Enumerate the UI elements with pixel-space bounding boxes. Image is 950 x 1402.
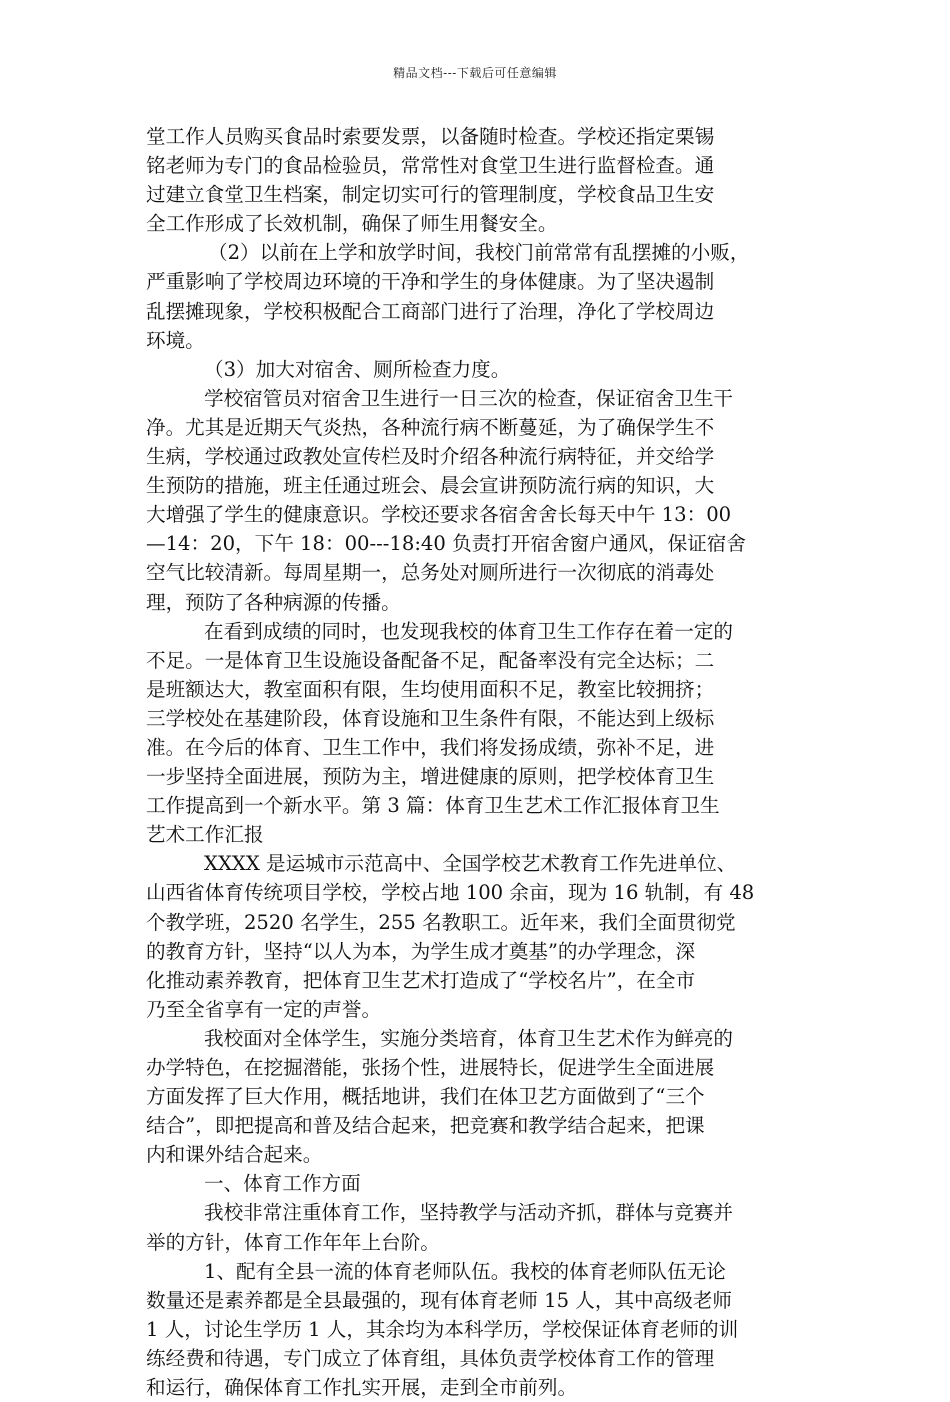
text-line: 理，预防了各种病源的传播。 bbox=[146, 590, 401, 614]
text-line: 大增强了学生的健康意识。学校还要求各宿舍舍长每天中午 13：00 bbox=[146, 503, 732, 527]
text-line: 结合”，即把提高和普及结合起来，把竞赛和教学结合起来，把课 bbox=[146, 1114, 705, 1138]
text-line: 内和课外结合起来。 bbox=[146, 1143, 323, 1167]
text-line: —14：20，下午 18：00---18:40 负责打开宿舍窗户通风，保证宿舍 bbox=[146, 532, 746, 556]
text-line: 化推动素养教育，把体育卫生艺术打造成了“学校名片”，在全市 bbox=[146, 968, 696, 992]
text-line: 是班额达大，教室面积有限，生均使用面积不足，教室比较拥挤； bbox=[146, 677, 715, 701]
text-line: 一步坚持全面进展，预防为主，增进健康的原则，把学校体育卫生 bbox=[146, 765, 715, 789]
text-line: 不足。一是体育卫生设施设备配备不足，配备率没有完全达标；二 bbox=[146, 648, 715, 672]
document-body bbox=[146, 122, 814, 1402]
text-line: 工作提高到一个新水平。第 3 篇：体育卫生艺术工作汇报体育卫生 bbox=[146, 794, 720, 818]
text-line: 净。尤其是近期天气炎热，各种流行病不断蔓延，为了确保学生不 bbox=[146, 415, 715, 439]
text-line: 堂工作人员购买食品时索要发票，以备随时检查。学校还指定栗锡 bbox=[146, 125, 715, 148]
text-line: 环境。 bbox=[146, 328, 205, 352]
text-line: 办学特色，在挖掘潜能，张扬个性，进展特长，促进学生全面进展 bbox=[146, 1056, 715, 1079]
text-line: 艺术工作汇报 bbox=[146, 823, 264, 847]
text-line: （2）以前在上学和放学时间，我校门前常常有乱摆摊的小贩， bbox=[208, 241, 750, 265]
text-line: 三学校处在基建阶段，体育设施和卫生条件有限，不能达到上级标 bbox=[146, 706, 715, 730]
text-line: 数量还是素养都是全县最强的，现有体育老师 15 人，其中高级老师 bbox=[146, 1288, 733, 1312]
text-line: 铭老师为专门的食品检验员，常常性对食堂卫生进行监督检查。通 bbox=[146, 154, 715, 178]
text-line: 举的方针，体育工作年年上台阶。 bbox=[146, 1230, 440, 1254]
text-line: 乃至全省享有一定的声誉。 bbox=[146, 997, 382, 1021]
text-line: 严重影响了学校周边环境的干净和学生的身体健康。为了坚决遏制 bbox=[146, 270, 715, 294]
text-line: 我校面对全体学生，实施分类培育，体育卫生艺术作为鲜亮的 bbox=[204, 1026, 734, 1050]
text-line: 生预防的措施，班主任通过班会、晨会宣讲预防流行病的知识，大 bbox=[146, 474, 715, 498]
text-line: 的教育方针，坚持“以人为本，为学生成才奠基”的办学理念，深 bbox=[146, 939, 696, 963]
text-line: 方面发挥了巨大作用，概括地讲，我们在体卫艺方面做到了“三个 bbox=[146, 1085, 705, 1109]
text-line: 和运行，确保体育工作扎实开展，走到全市前列。 bbox=[146, 1376, 578, 1400]
text-line: 一、体育工作方面 bbox=[204, 1172, 361, 1196]
text-line: 准。在今后的体育、卫生工作中，我们将发扬成绩，弥补不足，进 bbox=[146, 735, 715, 759]
page-header: 精品文档---下载后可任意编辑 bbox=[393, 66, 557, 80]
text-line: 生病，学校通过政教处宣传栏及时介绍各种流行病特征，并交给学 bbox=[146, 445, 715, 469]
text-line: 乱摆摊现象，学校积极配合工商部门进行了治理，净化了学校周边 bbox=[146, 299, 715, 323]
text-line: 1 人，讨论生学历 1 人，其余均为本科学历，学校保证体育老师的训 bbox=[146, 1317, 739, 1341]
text-line: 过建立食堂卫生档案，制定切实可行的管理制度，学校食品卫生安 bbox=[146, 183, 715, 207]
text-line: 个教学班，2520 名学生，255 名教职工。近年来，我们全面贯彻党 bbox=[146, 910, 736, 934]
text-line: 在看到成绩的同时，也发现我校的体育卫生工作存在着一定的 bbox=[204, 619, 734, 643]
text-line: （3）加大对宿舍、厕所检查力度。 bbox=[204, 357, 511, 381]
text-line: 练经费和待遇，专门成立了体育组，具体负责学校体育工作的管理 bbox=[146, 1346, 715, 1370]
text-line: 全工作形成了长效机制，确保了师生用餐安全。 bbox=[146, 212, 558, 236]
text-line: 空气比较清新。每周星期一，总务处对厕所进行一次彻底的消毒处 bbox=[146, 561, 715, 585]
text-line: 山西省体育传统项目学校，学校占地 100 余亩，现为 16 轨制，有 48 bbox=[146, 881, 755, 905]
text-line: 学校宿管员对宿舍卫生进行一日三次的检查，保证宿舍卫生干 bbox=[204, 386, 734, 410]
text-line: XXXX 是运城市示范高中、全国学校艺术教育工作先进单位、 bbox=[204, 852, 737, 876]
text-line: 1、配有全县一流的体育老师队伍。我校的体育老师队伍无论 bbox=[204, 1259, 726, 1283]
text-line: 我校非常注重体育工作，坚持教学与活动齐抓，群体与竞赛并 bbox=[204, 1201, 734, 1225]
